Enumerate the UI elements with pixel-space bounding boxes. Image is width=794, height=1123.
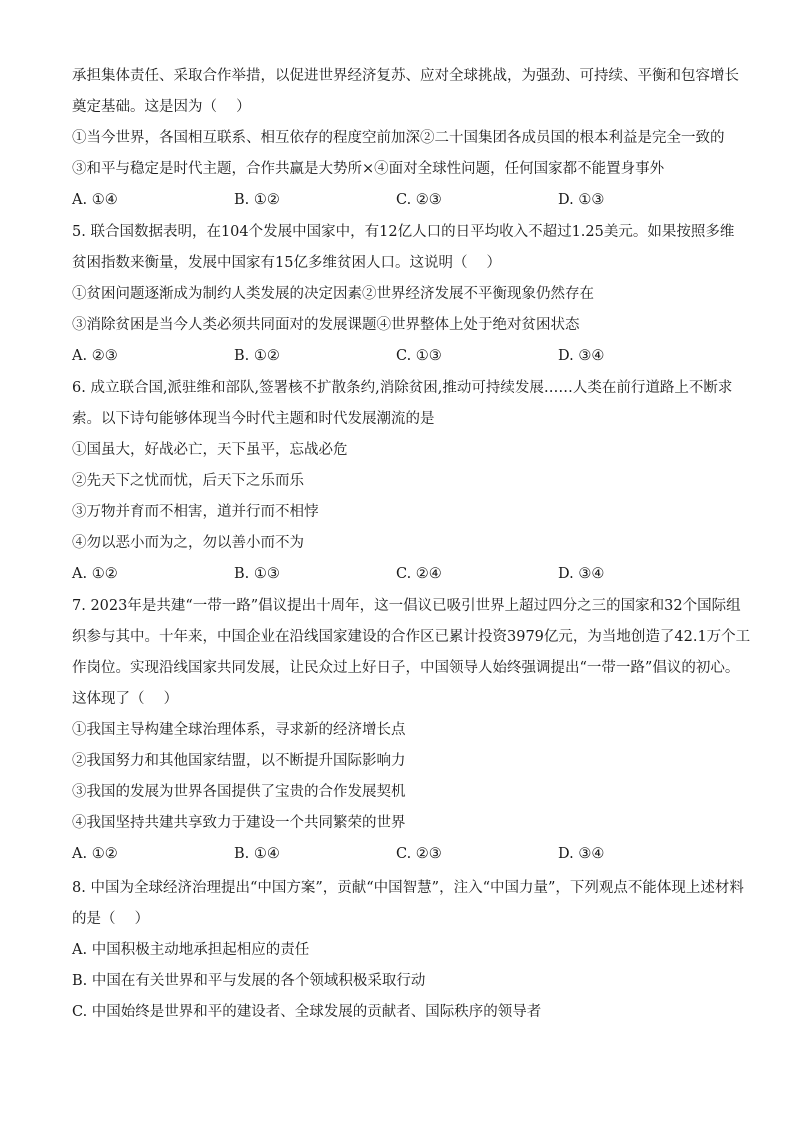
q5-statement-line-2: ③消除贫困是当今人类必须共同面对的发展课题④世界整体上处于绝对贫困状态 bbox=[72, 317, 580, 333]
q7-stem-line-1: 7. 2023年是共建“一带一路”倡议提出十周年，这一倡议已吸引世界上超过四分之三的国家和32个国际组 bbox=[72, 598, 741, 614]
q6-option-c: C. ②④ bbox=[396, 566, 442, 582]
q5-option-a: A. ②③ bbox=[72, 348, 118, 364]
q7-option-b: B. ①④ bbox=[234, 846, 280, 862]
q7-options bbox=[72, 844, 732, 864]
q7-stem-line-4: 这体现了（ ） bbox=[72, 691, 179, 707]
q7-statement-3: ③我国的发展为世界各国提供了宝贵的合作发展契机 bbox=[72, 784, 406, 800]
q4-option-b: B. ①② bbox=[234, 192, 280, 208]
q7-option-d: D. ③④ bbox=[558, 846, 605, 862]
q6-statement-1: ①国虽大，好战必亡，天下虽平，忘战必危 bbox=[72, 442, 348, 458]
q6-statement-2: ②先天下之忧而忧，后天下之乐而乐 bbox=[72, 473, 304, 489]
q8-option-b: B. 中国在有关世界和平与发展的各个领域积极采取行动 bbox=[72, 973, 426, 989]
q5-stem-line-2: 贫困指数来衡量，发展中国家有15亿多维贫困人口。这说明（ ） bbox=[72, 255, 502, 271]
q5-option-d: D. ③④ bbox=[558, 348, 605, 364]
q8-stem-line-1: 8. 中国为全球经济治理提出“中国方案”，贡献“中国智慧”，注入“中国力量”，下列观点不能体现上述材料 bbox=[72, 880, 744, 896]
q4-options bbox=[72, 190, 732, 210]
q4-statement-line-1: ①当今世界，各国相互联系、相互依存的程度空前加深②二十国集团各成员国的根本利益是完全一致的 bbox=[72, 130, 725, 146]
q4-statement-line-2: ③和平与稳定是时代主题，合作共赢是大势所×④面对全球性问题，任何国家都不能置身事外 bbox=[72, 161, 665, 177]
q6-option-b: B. ①③ bbox=[234, 566, 280, 582]
q6-statement-4: ④勿以恶小而为之，勿以善小而不为 bbox=[72, 535, 304, 551]
q6-statement-3: ③万物并育而不相害，道并行而不相悖 bbox=[72, 504, 319, 520]
q6-stem-line-1: 6. 成立联合国,派驻维和部队,签署核不扩散条约,消除贫困,推动可持续发展……人类在前行道路上不断求 bbox=[72, 380, 733, 396]
q4-stem-line-2: 奠定基础。这是因为（ ） bbox=[72, 99, 251, 115]
q6-option-a: A. ①② bbox=[72, 566, 118, 582]
q4-option-a: A. ①④ bbox=[72, 192, 118, 208]
q7-stem-line-2: 织参与其中。十年来，中国企业在沿线国家建设的合作区已累计投资3979亿元，为当地创造了42.1万个工 bbox=[72, 629, 751, 645]
q7-statement-2: ②我国努力和其他国家结盟，以不断提升国际影响力 bbox=[72, 753, 406, 769]
q6-options bbox=[72, 564, 732, 584]
q5-stem-line-1: 5. 联合国数据表明，在104个发展中国家中，有12亿人口的日平均收入不超过1.25美元。如果按照多维 bbox=[72, 224, 735, 240]
q5-statement-line-1: ①贫困问题逐渐成为制约人类发展的决定因素②世界经济发展不平衡现象仍然存在 bbox=[72, 286, 594, 302]
q5-option-b: B. ①② bbox=[234, 348, 280, 364]
q7-statement-1: ①我国主导构建全球治理体系，寻求新的经济增长点 bbox=[72, 722, 406, 738]
q6-option-d: D. ③④ bbox=[558, 566, 605, 582]
q7-stem-line-3: 作岗位。实现沿线国家共同发展，让民众过上好日子，中国领导人始终强调提出“一带一路”倡议的初心。 bbox=[72, 660, 740, 676]
q8-option-a: A. 中国积极主动地承担起相应的责任 bbox=[72, 942, 310, 958]
q7-option-a: A. ①② bbox=[72, 846, 118, 862]
q8-option-c: C. 中国始终是世界和平的建设者、全球发展的贡献者、国际秩序的领导者 bbox=[72, 1004, 542, 1020]
q7-option-c: C. ②③ bbox=[396, 846, 442, 862]
q8-stem-line-2: 的是（ ） bbox=[72, 911, 150, 927]
q4-option-c: C. ②③ bbox=[396, 192, 442, 208]
q5-options bbox=[72, 346, 732, 366]
q4-stem-line-1: 承担集体责任、采取合作举措，以促进世界经济复苏、应对全球挑战，为强劲、可持续、平衡和包容增长 bbox=[72, 68, 739, 84]
q6-stem-line-2: 索。以下诗句能够体现当今时代主题和时代发展潮流的是 bbox=[72, 411, 435, 427]
q5-option-c: C. ①③ bbox=[396, 348, 442, 364]
q4-option-d: D. ①③ bbox=[558, 192, 605, 208]
q7-statement-4: ④我国坚持共建共享致力于建设一个共同繁荣的世界 bbox=[72, 815, 406, 831]
